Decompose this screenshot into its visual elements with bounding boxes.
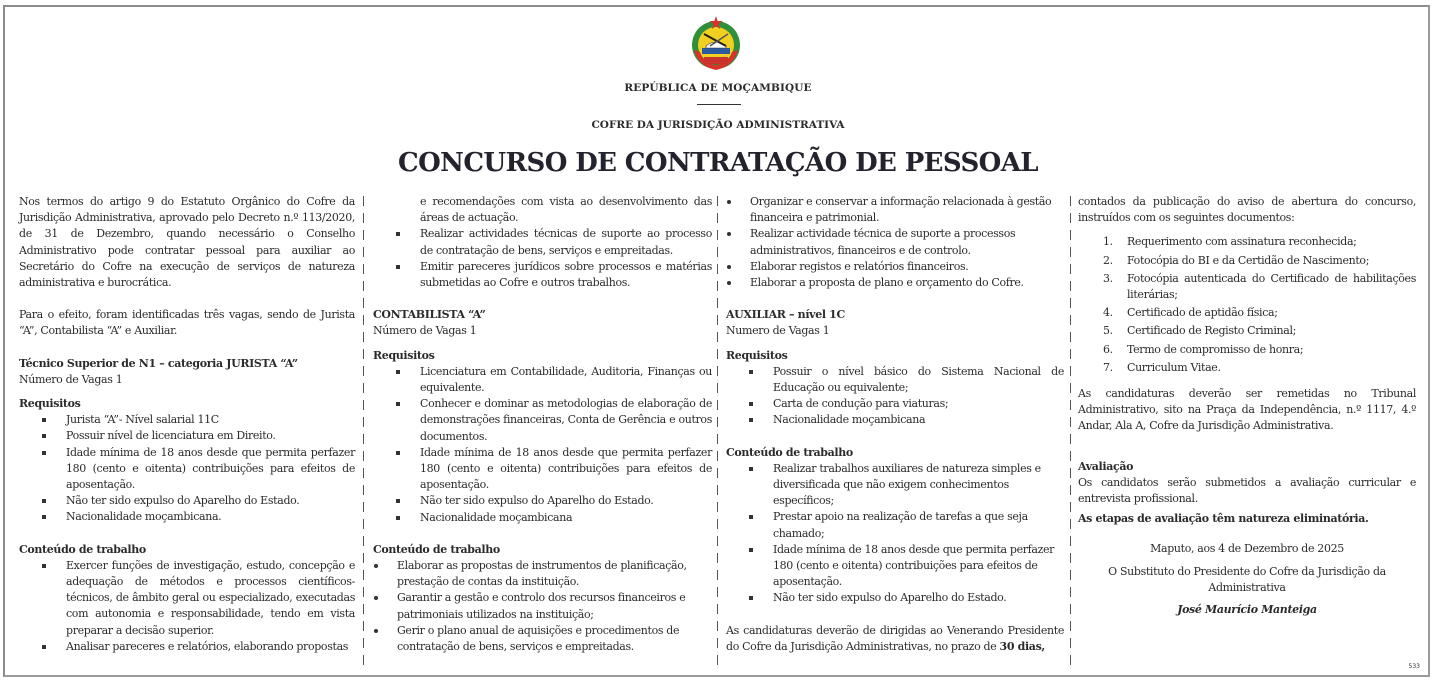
list-item: Emitir pareceres jurídicos sobre processos e matérias submetidas ao Cofre e outros trabalhos. [373, 259, 712, 291]
column-3 [726, 194, 1064, 655]
list-item: Idade mínima de 18 anos desde que permita perfazer 180 (cento e oitenta) contribuições para efeitos de aposentação. [19, 445, 355, 494]
auxiliar-requisitos-heading: Requisitos [726, 348, 788, 362]
republic-heading: REPÚBLICA DE MOÇAMBIQUE [624, 82, 812, 94]
contabilista-title: CONTABILISTA “A” [373, 308, 486, 322]
list-item: Realizar trabalhos auxiliares de natureza simples e diversificada que não exigem conhecimentos específicos; [726, 461, 1064, 510]
list-item: Prestar apoio na realização de tarefas a que seja chamado; [726, 509, 1064, 541]
list-number: 4. [1103, 306, 1113, 320]
list-item: Elaborar a proposta de plano e orçamento do Cofre. [726, 275, 1064, 291]
list-text: Fotocópia autenticada do Certificado de habilitações literárias; [1127, 271, 1416, 302]
page-title: CONCURSO DE CONTRATAÇÃO DE PESSOAL [398, 148, 1038, 178]
list-item [1078, 271, 1416, 303]
list-item: Jurista “A”- Nível salarial 11C [19, 412, 355, 428]
list-text: Termo de compromisso de honra; [1127, 342, 1304, 356]
jurista-title: Técnico Superior de N1 – categoria JURISTA “A” [19, 356, 298, 370]
candidaturas-continuation: contados da publicação do aviso de abertura do concurso, instruídos com os seguintes documentos: [1078, 195, 1416, 225]
avaliacao-note: As etapas de avaliação têm natureza eliminatória. [1078, 512, 1369, 526]
list-item: Elaborar as propostas de instrumentos de planificação, prestação de contas da instituição. [373, 558, 712, 590]
column-4 [1078, 194, 1416, 618]
signatory-role: O Substituto do Presidente do Cofre da Jurisdição da Administrativa [1108, 564, 1386, 594]
list-text: Requerimento com assinatura reconhecida; [1127, 235, 1357, 249]
list-text: Curriculum Vitae. [1127, 360, 1221, 374]
emblem-of-mozambique [688, 14, 744, 74]
contabilista-requisitos-heading: Requisitos [373, 348, 435, 362]
candidaturas-text: As candidaturas deverão de dirigidas ao Venerando Presidente do Cofre da Jurisdição Administrativas, no prazo de [726, 623, 1064, 653]
list-item: Não ter sido expulso do Aparelho do Estado. [726, 590, 1064, 606]
list-text: Certificado de aptidão física; [1127, 306, 1278, 320]
list-item [1078, 305, 1416, 321]
list-item: Gerir o plano anual de aquisições e procedimentos de contratação de bens, serviços e empreitadas. [373, 623, 712, 655]
list-item [1078, 234, 1416, 250]
documents-list [1078, 234, 1416, 376]
prazo: 30 dias, [999, 639, 1045, 653]
jurista-vagas: Número de Vagas 1 [19, 372, 123, 386]
place-date: Maputo, aos 4 de Dezembro de 2025 [1150, 542, 1344, 556]
contabilista-conteudo-heading: Conteúdo de trabalho [373, 542, 500, 556]
list-item: Realizar actividade técnica de suporte a processos administrativos, financeiros e de controlo. [726, 226, 1064, 258]
jurista-conteudo-heading: Conteúdo de trabalho [19, 542, 146, 556]
auxiliar-conteudo-heading: Conteúdo de trabalho [726, 445, 853, 459]
list-number: 6. [1103, 342, 1113, 356]
avaliacao-text: Os candidatos serão submetidos a avaliação curricular e entrevista profissional. [1078, 475, 1416, 506]
intro-paragraph: Para o efeito, foram identificadas três vagas, sendo de Jurista “A”, Contabilista “A” e Auxiliar. [19, 308, 355, 338]
list-item: Possuir o nível básico do Sistema Nacional de Educação ou equivalente; [726, 364, 1064, 396]
list-item: Carta de condução para viaturas; [726, 396, 1064, 412]
list-item [1078, 323, 1416, 339]
list-item: Nacionalidade moçambicana [726, 412, 1064, 428]
list-item: Idade mínima de 18 anos desde que permita perfazer 180 (cento e oitenta) contribuições para efeitos de aposentação. [726, 542, 1064, 591]
list-text: Certificado de Registo Criminal; [1127, 324, 1296, 338]
list-item: Conhecer e dominar as metodologias de elaboração de demonstrações financeiras, Conta de Gerência e outros documentos. [373, 396, 712, 445]
list-item: Exercer funções de investigação, estudo, concepção e adequação de métodos e processos científicos-técnicos, de âmbito geral ou especializado, executadas com autonomia e responsabilidade, tendo em vista preparar a decisão superior. [19, 558, 355, 639]
auxiliar-vagas: Numero de Vagas 1 [726, 324, 830, 338]
list-item: Nacionalidade moçambicana [373, 510, 712, 526]
avaliacao-heading: Avaliação [1078, 459, 1134, 473]
contabilista-vagas: Número de Vagas 1 [373, 324, 477, 338]
header-divider [697, 104, 741, 105]
list-item: Realizar actividades técnicas de suporte ao processo de contratação de bens, serviços e empreitadas. [373, 226, 712, 258]
list-item: Possuir nível de licenciatura em Direito. [19, 428, 355, 444]
list-item: Organizar e conservar a informação relacionada à gestão financeira e patrimonial. [726, 194, 1064, 226]
list-item: Garantir a gestão e controlo dos recursos financeiros e patrimoniais utilizados na instituição; [373, 590, 712, 622]
column-1 [19, 194, 355, 655]
list-item: Analisar pareceres e relatórios, elaborando propostas [19, 639, 355, 655]
candidaturas-paragraph [726, 623, 1064, 655]
list-number: 5. [1103, 324, 1113, 338]
intro-paragraph: Nos termos do artigo 9 do Estatuto Orgânico do Cofre da Jurisdição Administrativa, aprovado pelo Decreto n.º 113/2020, de 31 de Dezembro, quando necessário o Conselho Administrativo pode contratar pessoal para auxiliar ao Secretário do Cofre na execução de serviços de natureza administrativa e burocrática. [19, 195, 355, 290]
list-number: 1. [1103, 235, 1113, 249]
signatory-name: José Maurício Manteiga [1177, 603, 1317, 617]
list-item: Nacionalidade moçambicana. [19, 509, 355, 525]
list-item [1078, 253, 1416, 269]
list-item: Idade mínima de 18 anos desde que permita perfazer 180 (cento e oitenta) contribuições para efeitos de aposentação. [373, 445, 712, 494]
list-number: 7. [1103, 360, 1113, 374]
list-number: 2. [1103, 253, 1113, 267]
column-divider [1070, 196, 1071, 666]
column-divider [717, 196, 718, 666]
institution-heading: COFRE DA JURISDIÇÃO ADMINISTRATIVA [591, 119, 845, 131]
jurista-requisitos-heading: Requisitos [19, 397, 81, 411]
list-item: Não ter sido expulso do Aparelho do Estado. [373, 493, 712, 509]
list-number: 3. [1103, 271, 1113, 285]
list-item: Não ter sido expulso do Aparelho do Estado. [19, 493, 355, 509]
page-number: 533 [1408, 663, 1420, 670]
list-item: Licenciatura em Contabilidade, Auditoria, Finanças ou equivalente. [373, 364, 712, 396]
remessa-paragraph: As candidaturas deverão ser remetidas no Tribunal Administrativo, sito na Praça da Independência, n.º 1117, 4.º Andar, Ala A, Cofre da Jurisdição Administrativa. [1078, 387, 1416, 433]
auxiliar-title: AUXILIAR – nível 1C [726, 308, 845, 322]
list-text: Fotocópia do BI e da Certidão de Nascimento; [1127, 253, 1370, 267]
column-divider [363, 196, 364, 666]
list-item-continuation: e recomendações com vista ao desenvolvimento das áreas de actuação. [420, 195, 712, 225]
list-item [1078, 360, 1416, 376]
list-item [1078, 342, 1416, 358]
column-2 [373, 194, 712, 655]
list-item: Elaborar registos e relatórios financeiros. [726, 259, 1064, 275]
